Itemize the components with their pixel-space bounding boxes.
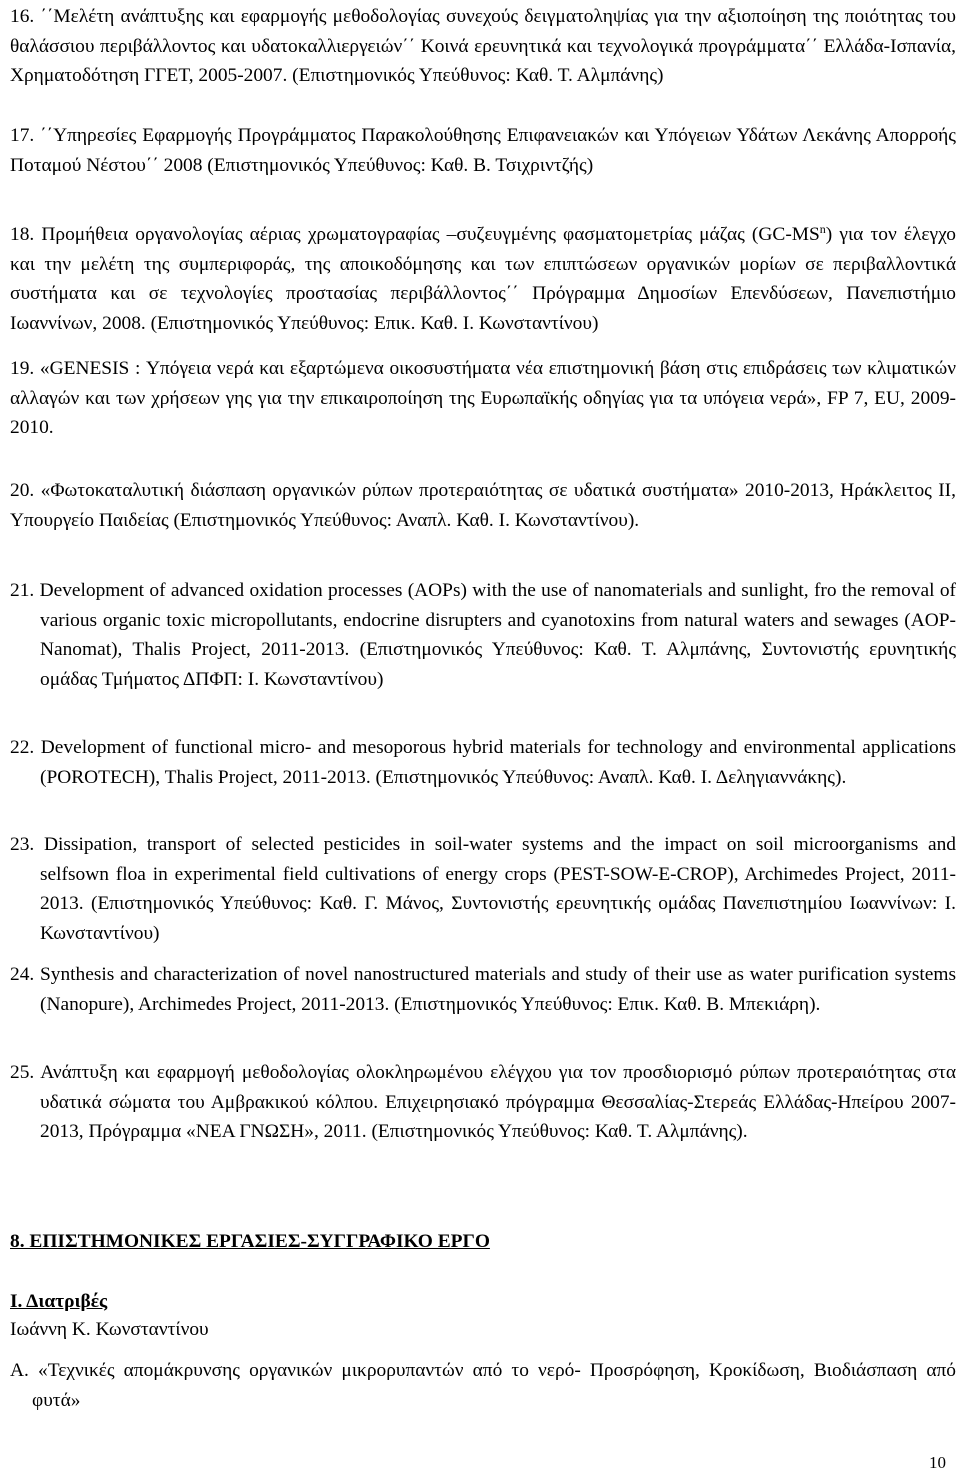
item-number: 16.	[10, 6, 35, 27]
item-text: «GENESIS : Υπόγεια νερά και εξαρτώμενα οικοσυστήματα νέα επιστημονική βάση στις επιδράσεις των κλιματικών αλλαγών και των χρήσεων γης για την επικαιροποίηση της Ευρωπαϊκής οδηγίας για τα υπόγεια νερά», FP 7, EU, 2009-2010.	[10, 358, 956, 439]
list-item-20	[10, 476, 956, 535]
list-item-17	[10, 121, 956, 180]
item-number: 19.	[10, 358, 35, 379]
list-item-22	[10, 733, 956, 792]
item-number: 24.	[10, 964, 35, 985]
item-number: 23.	[10, 834, 35, 855]
item-number: 22.	[10, 737, 35, 758]
item-text: Development of functional micro- and mesoporous hybrid materials for technology and environmental applications (POROTECH), Thalis Project, 2011-2013. (Επιστημονικός Υπεύθυνος: Αναπλ. Καθ. Ι. Δεληγιαννάκης).	[40, 737, 956, 788]
item-text: Dissipation, transport of selected pesticides in soil-water systems and the impact on soil microorganisms and selfsown floa in experimental field cultivations of energy crops (PEST-SOW-E-CROP), Archimedes Project, 2011-2013. (Επιστημονικός Υπεύθυνος: Καθ. Γ. Μάνος, Συντονιστής ερευνητικής ομάδας Πανεπιστημίου Ιωαννίνων: Ι. Κωνσταντίνου)	[40, 834, 956, 944]
item-text: Προμήθεια οργανολογίας αέριας χρωματογραφίας –συζευγμένης φασματομετρίας μάζας (GC-MS	[41, 224, 820, 245]
superscript: n	[819, 222, 826, 236]
list-item-24	[10, 960, 956, 1019]
item-text: Synthesis and characterization of novel nanostructured materials and study of their use as water purification systems (Nanopure), Archimedes Project, 2011-2013. (Επιστημονικός Υπεύθυνος: Επικ. Καθ. Β. Μπεκιάρη).	[39, 964, 956, 1015]
item-number: 25.	[10, 1062, 35, 1083]
page-number: 10	[929, 1453, 946, 1472]
item-number: Α.	[10, 1360, 29, 1381]
list-item-18	[10, 220, 956, 338]
item-number: 21.	[10, 580, 35, 601]
item-text: ΄΄Υπηρεσίες Εφαρμογής Προγράμματος Παρακολούθησης Επιφανειακών και Υπόγειων Υδάτων Λεκάνης Απορροής Ποταμού Νέστου΄΄ 2008 (Επιστημονικός Υπεύθυνος: Καθ. Β. Τσιχριντζής)	[10, 125, 956, 176]
item-number: 18.	[10, 224, 35, 245]
item-text: Development of advanced oxidation processes (AOPs) with the use of nanomaterials and sunlight, fro the removal of various organic toxic micropollutants, endocrine disrupters and cyanotoxins from natural waters and sewages (AOP-Nanomat), Thalis Project, 2011-2013. (Επιστημονικός Υπεύθυνος: Καθ. Τ. Αλμπάνης, Συντονιστής ερυνητικής ομάδας Τμήματος ΔΠΦΠ: Ι. Κωνσταντίνου)	[39, 580, 956, 690]
item-number: 20.	[10, 480, 35, 501]
item-text: Ανάπτυξη και εφαρμογή μεθοδολογίας ολοκληρωμένου ελέγχου για τον προσδιορισμό ρύπων προτεραιότητας στα υδατικά σώματα του Αμβρακικού κόλπου. Επιχειρησιακό πρόγραμμα Θεσσαλίας-Στερεάς Ελλάδας-Ηπείρου 2007-2013, Πρόγραμμα «ΝΕΑ ΓΝΩΣΗ», 2011. (Επιστημονικός Υπεύθυνος: Καθ. Τ. Αλμπάνης).	[40, 1062, 956, 1143]
list-item-19	[10, 354, 956, 443]
item-text: «Φωτοκαταλυτική διάσπαση οργανικών ρύπων προτεραιότητας σε υδατικά συστήματα» 2010-2013, Ηράκλειτος ΙΙ, Υπουργείο Παιδείας (Επιστημονικός Υπεύθυνος: Αναπλ. Καθ. Ι. Κωνσταντίνου).	[10, 480, 956, 531]
subsection-heading: Ι. Διατριβές	[10, 1291, 108, 1312]
item-text: ΄΄Μελέτη ανάπτυξης και εφαρμογής μεθοδολογίας συνεχούς δειγματοληψίας για την αξιοποίηση της ποιότητας του θαλάσσιου περιβάλλοντος και υδατοκαλλιεργειών΄΄ Κοινά ερευνητικά και τεχνολογικά προγράμματα΄΄ Ελλάδα-Ισπανία, Χρηματοδότηση ΓΓΕΤ, 2005-2007. (Επιστημονικός Υπεύθυνος: Καθ. Τ. Αλμπάνης)	[10, 6, 957, 87]
list-item-25	[10, 1058, 956, 1147]
list-item-21	[10, 576, 956, 694]
item-text-cont: ) για τον έλεγχο και την μελέτη της συμπεριφοράς, της αποικοδόμησης και των επιπτώσεων οργανικών μορίων σε περιβαλλοντικά συστήματα και σε τεχνολογίες προστασίας περιβάλλοντος΄΄ Πρόγραμμα Δημοσίων Επενδύσεων, Πανεπιστήμιο Ιωαννίνων, 2008. (Επιστημονικός Υπεύθυνος: Επικ. Καθ. Ι. Κωνσταντίνου)	[10, 224, 956, 334]
item-text: «Τεχνικές απομάκρυνσης οργανικών μικρορυπαντών από το νερό- Προσρόφηση, Κροκίδωση, Βιοδιάσπαση από φυτά»	[32, 1360, 956, 1411]
item-number: 17.	[10, 125, 35, 146]
list-item-23	[10, 830, 956, 948]
section-heading: 8. ΕΠΙΣΤΗΜΟΝΙΚΕΣ ΕΡΓΑΣΙΕΣ-ΣΥΓΓΡΑΦΙΚΟ ΕΡΓΟ	[10, 1231, 490, 1252]
author-name: Ιωάννη Κ. Κωνσταντίνου	[10, 1319, 209, 1340]
list-item-16	[10, 2, 956, 91]
list-item-a	[10, 1356, 956, 1415]
